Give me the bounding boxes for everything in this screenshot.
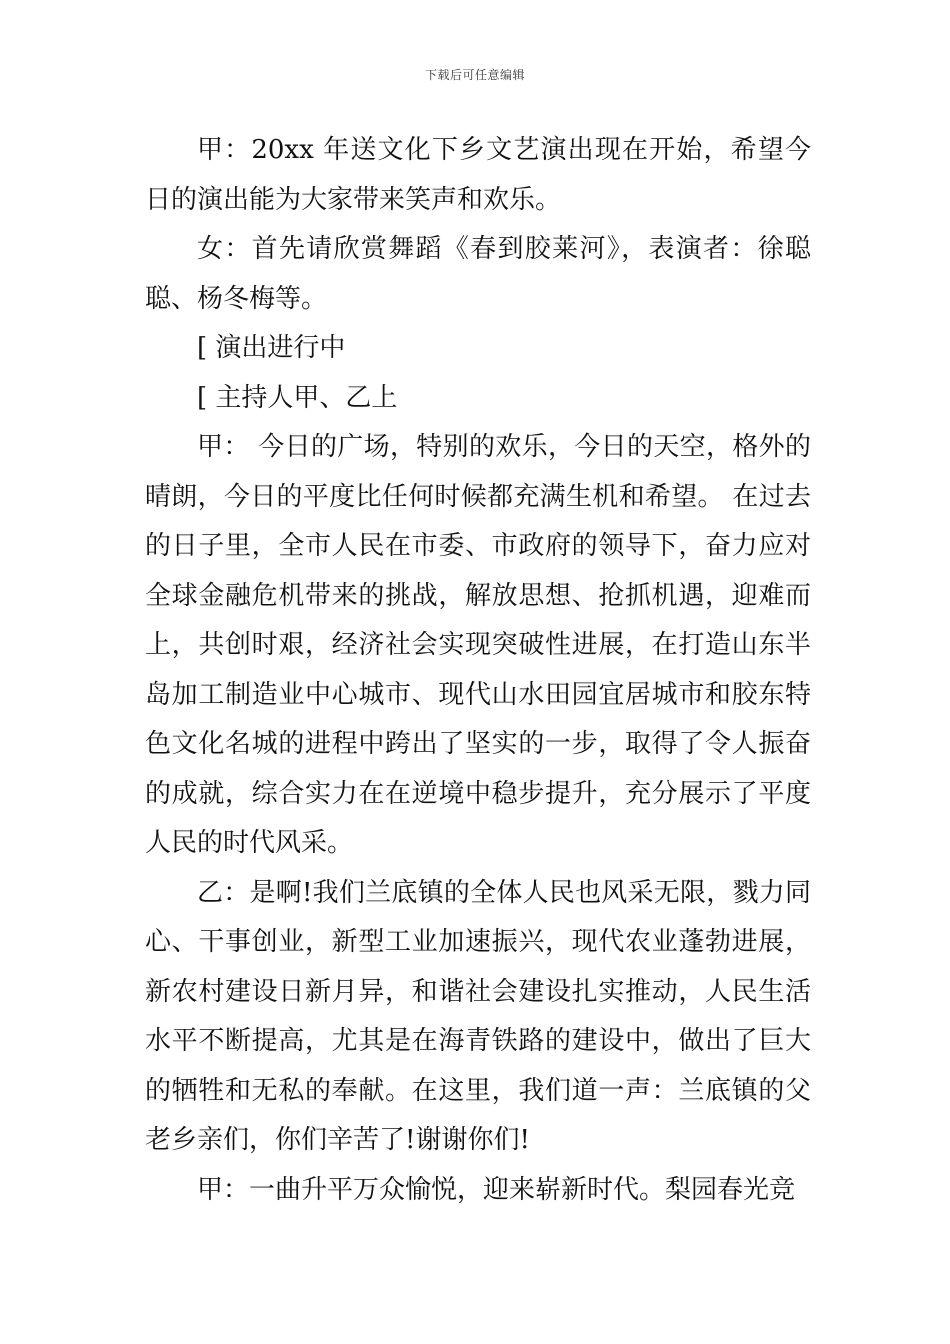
- paragraph-dance-intro: 女：首先请欣赏舞蹈《春到胶莱河》，表演者：徐聪聪、杨冬梅等。: [145, 234, 811, 314]
- paragraph-host-a-speech: 甲： 今日的广场，特别的欢乐，今日的天空，格外的晴朗，今日的平度比任何时候都充满生机和希望。 在过去的日子里，全市人民在市委、市政府的领导下，奋力应对全球金融危机带来的挑战，解放思想、抢抓机遇，迎难而上，共创时艰，经济社会实现突破性进展，在打造山东半岛加工制造业中心城市、现代山水田园宜居城市和胶东特色文化名城的进程中跨出了坚实的一步，取得了令人振奋的成就，综合实力在在逆境中稳步提升，充分展示了平度人民的时代风采。: [145, 432, 811, 858]
- paragraph-opening: 甲：20xx 年送文化下乡文艺演出现在开始，希望今日的演出能为大家带来笑声和欢乐。: [145, 135, 811, 215]
- page-header: 下载后可任意编辑: [424, 68, 525, 82]
- document-body: [145, 126, 811, 1215]
- stage-direction-hosts-enter: [ 主持人甲、乙上: [197, 382, 398, 413]
- stage-direction-performing: [ 演出进行中: [197, 333, 346, 363]
- paragraph-host-b-speech: 乙：是啊!我们兰底镇的全体人民也风采无限，戮力同心、干事创业，新型工业加速振兴，现代农业蓬勃进展，新农村建设日新月异，和谐社会建设扎实推动，人民生活水平不断提高，尤其是在海青铁路的建设中，做出了巨大的牺牲和无私的奉献。在这里，我们道一声：兰底镇的父老乡亲们，你们辛苦了!谢谢你们!: [145, 877, 811, 1155]
- paragraph-host-a-continued: 甲：一曲升平万众愉悦，迎来崭新时代。梨园春光竞: [197, 1174, 796, 1205]
